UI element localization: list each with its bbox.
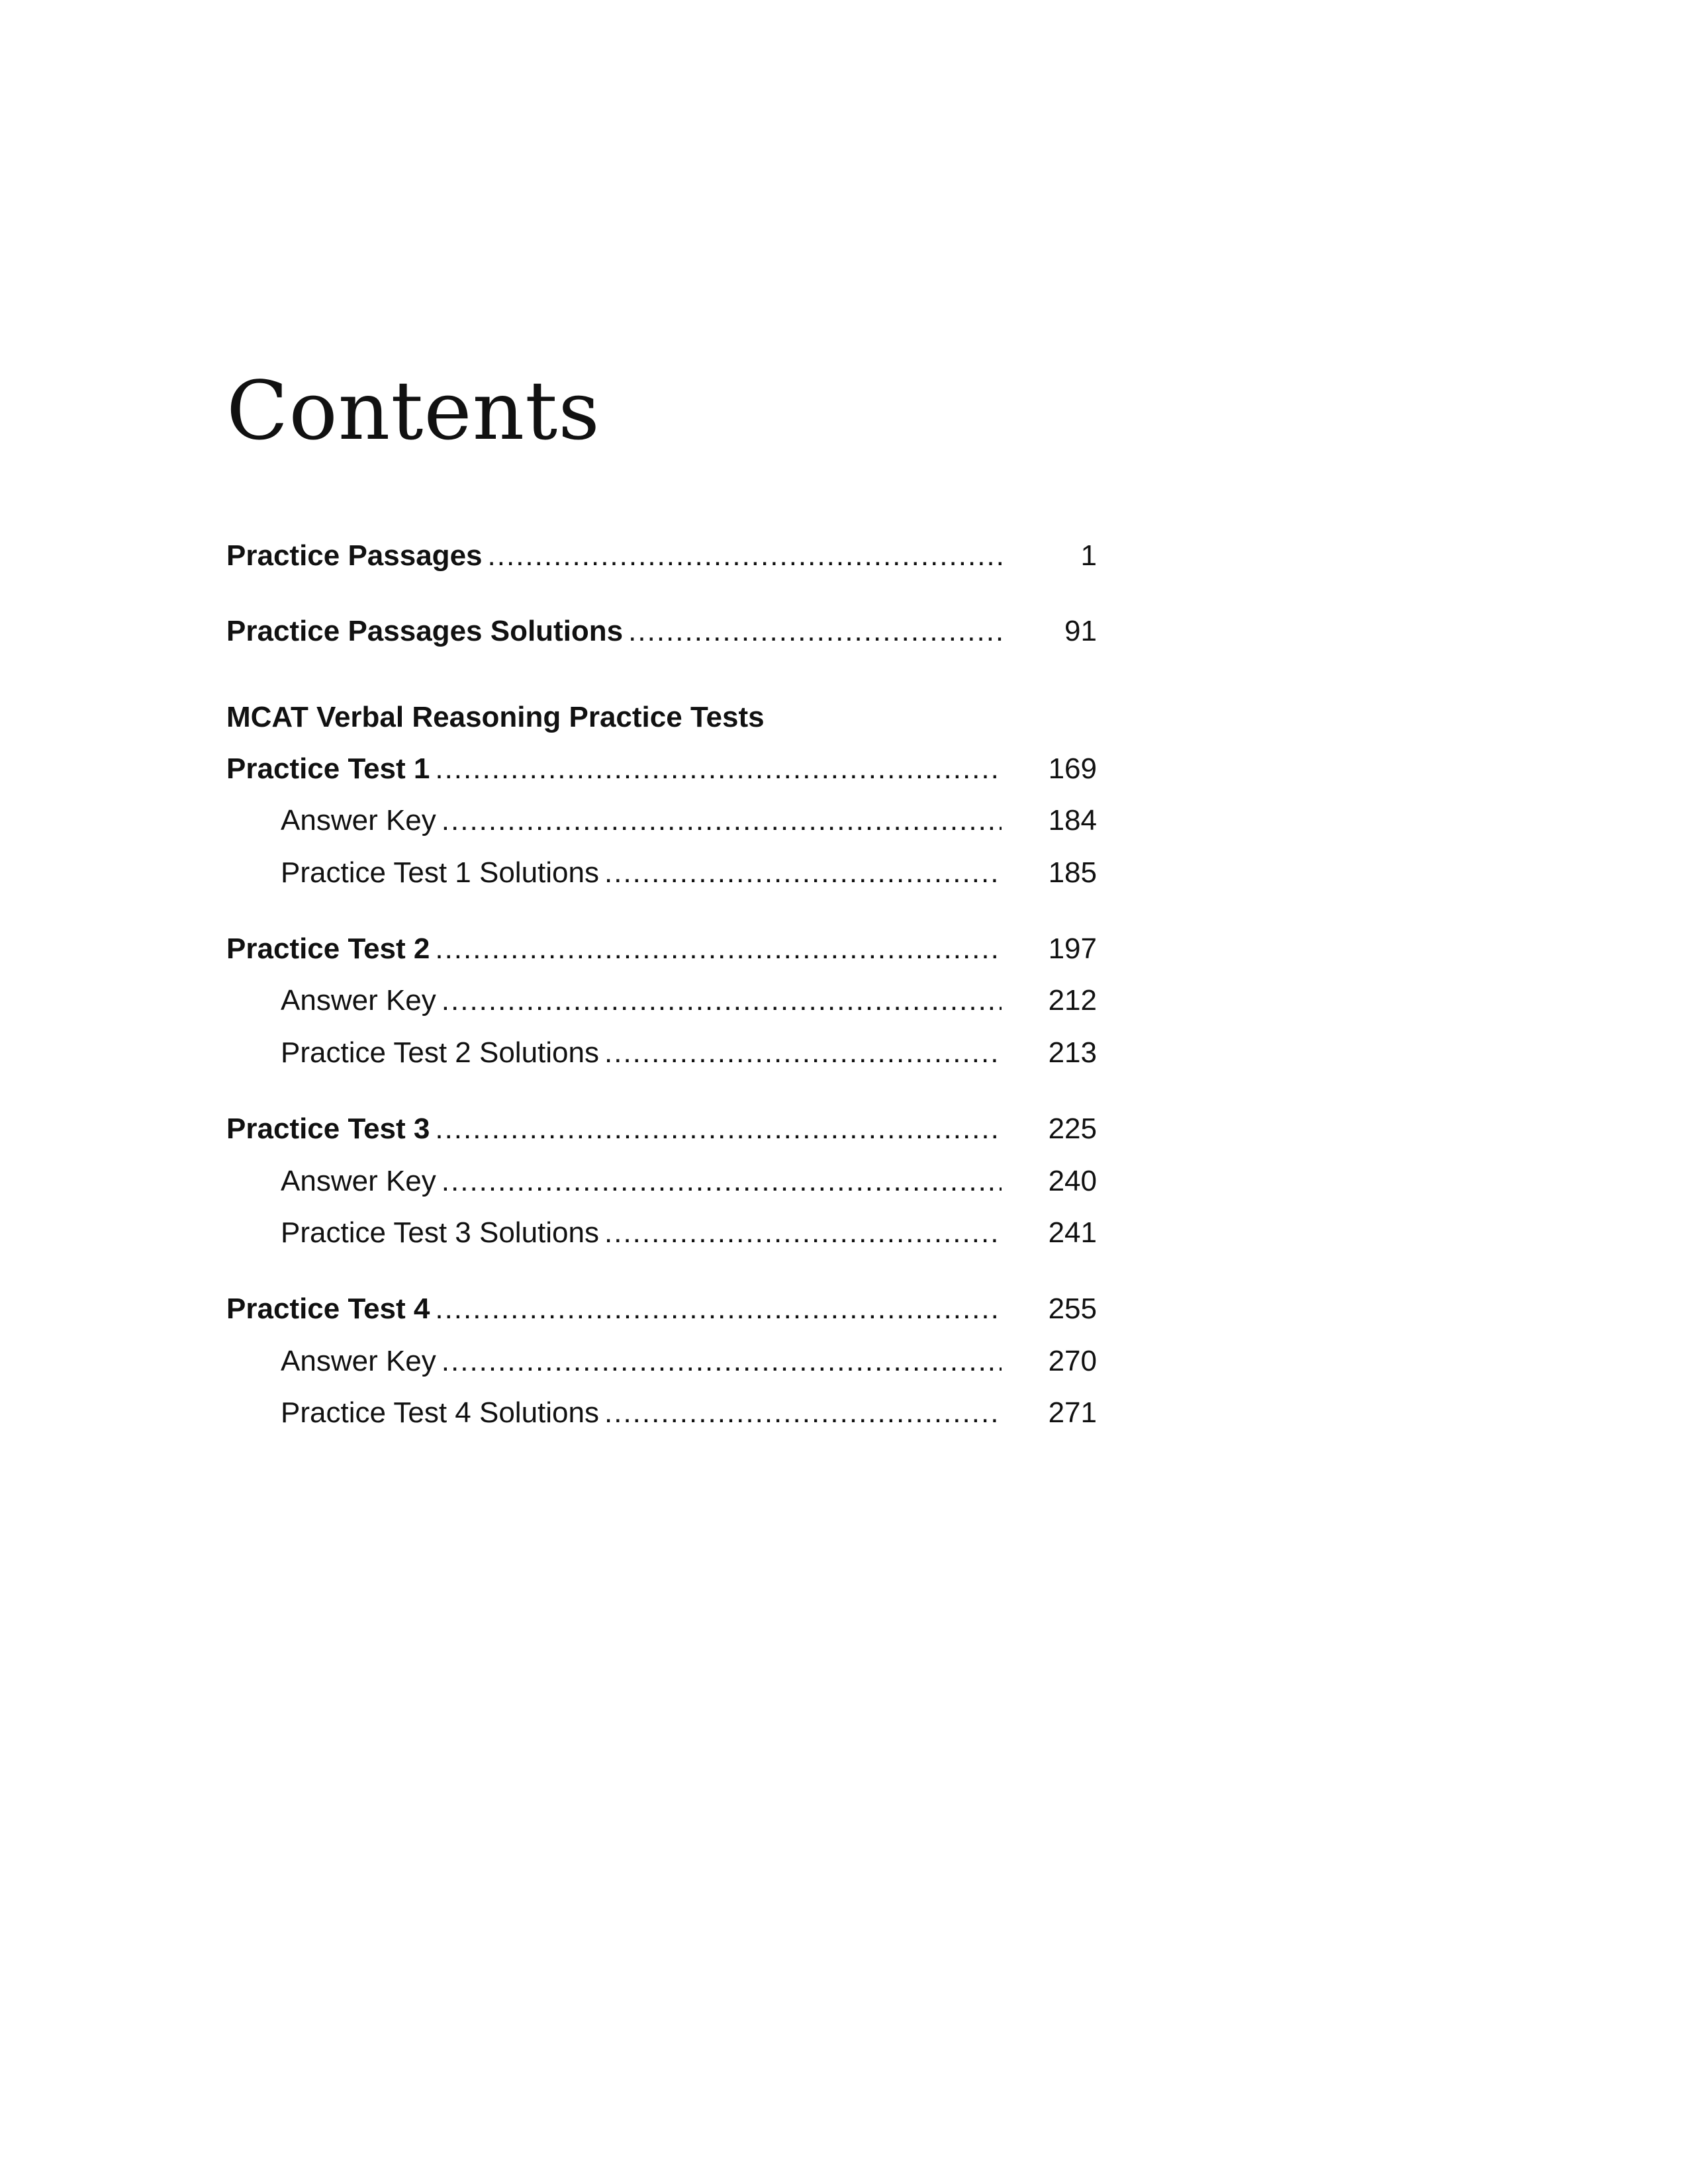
toc-entry-page-number: 197 <box>1048 933 1097 965</box>
dot-leader <box>604 858 1002 887</box>
dot-leader <box>628 617 1002 646</box>
toc-entry-page-number: 169 <box>1048 752 1097 785</box>
toc-entry-page-number: 185 <box>1048 856 1097 889</box>
toc-entry-page-number: 241 <box>1048 1216 1097 1249</box>
dot-leader <box>442 1347 1002 1376</box>
toc-entry-page-number: 1 <box>1080 539 1097 572</box>
toc-entry-practice-test-4[interactable] <box>226 1295 1097 1324</box>
toc-entry-answer-key-3[interactable] <box>281 1167 1097 1196</box>
toc-entry-label: Practice Test 2 Solutions <box>281 1036 599 1069</box>
dot-leader <box>442 986 1002 1015</box>
page-title: Contents <box>226 364 600 458</box>
toc-entry-label: Practice Passages <box>226 539 483 572</box>
toc-entry-answer-key-2[interactable] <box>281 986 1097 1015</box>
toc-entry-label: Answer Key <box>281 1165 436 1197</box>
toc-entry-page-number: 255 <box>1048 1293 1097 1325</box>
toc-entry-page-number: 225 <box>1048 1113 1097 1145</box>
toc-entry-solutions-4[interactable] <box>281 1398 1097 1428</box>
dot-leader <box>604 1218 1002 1248</box>
dot-leader <box>488 541 1002 570</box>
toc-entry-label: Practice Test 1 <box>226 752 430 785</box>
dot-leader <box>435 1295 1002 1324</box>
toc-entry-practice-passages[interactable] <box>226 541 1097 570</box>
toc-entry-page-number: 184 <box>1048 804 1097 837</box>
dot-leader <box>435 1115 1002 1144</box>
toc-entry-solutions-1[interactable] <box>281 858 1097 887</box>
toc-entry-label: Practice Test 3 Solutions <box>281 1216 599 1249</box>
toc-entry-practice-passages-solutions[interactable] <box>226 617 1097 646</box>
toc-entry-label: Answer Key <box>281 1345 436 1377</box>
toc-entry-label: Practice Passages Solutions <box>226 615 624 647</box>
toc-entry-label: Practice Test 3 <box>226 1113 430 1145</box>
toc-entry-label: Practice Test 4 Solutions <box>281 1396 599 1429</box>
toc-entry-solutions-3[interactable] <box>281 1218 1097 1248</box>
dot-leader <box>442 1167 1002 1196</box>
toc-entry-page-number: 271 <box>1048 1396 1097 1429</box>
toc-entry-page-number: 213 <box>1048 1036 1097 1069</box>
toc-entry-answer-key-4[interactable] <box>281 1347 1097 1376</box>
toc-entry-label: Practice Test 4 <box>226 1293 430 1325</box>
dot-leader <box>604 1038 1002 1068</box>
toc-entry-practice-test-3[interactable] <box>226 1115 1097 1144</box>
toc-entry-solutions-2[interactable] <box>281 1038 1097 1068</box>
toc-entry-answer-key-1[interactable] <box>281 806 1097 835</box>
dot-leader <box>604 1398 1002 1428</box>
dot-leader <box>435 934 1002 964</box>
toc-entry-label: Practice Test 1 Solutions <box>281 856 599 889</box>
toc-entry-page-number: 240 <box>1048 1165 1097 1197</box>
toc-entry-page-number: 270 <box>1048 1345 1097 1377</box>
toc-entry-practice-test-1[interactable] <box>226 754 1097 784</box>
toc-entry-label: Answer Key <box>281 804 436 837</box>
toc-entry-practice-test-2[interactable] <box>226 934 1097 964</box>
toc-entry-label: Practice Test 2 <box>226 933 430 965</box>
dot-leader <box>442 806 1002 835</box>
toc-entry-page-number: 212 <box>1048 984 1097 1017</box>
dot-leader <box>435 754 1002 784</box>
toc-entry-label: Answer Key <box>281 984 436 1017</box>
toc-entry-page-number: 91 <box>1064 615 1097 647</box>
section-heading: MCAT Verbal Reasoning Practice Tests <box>226 701 765 733</box>
